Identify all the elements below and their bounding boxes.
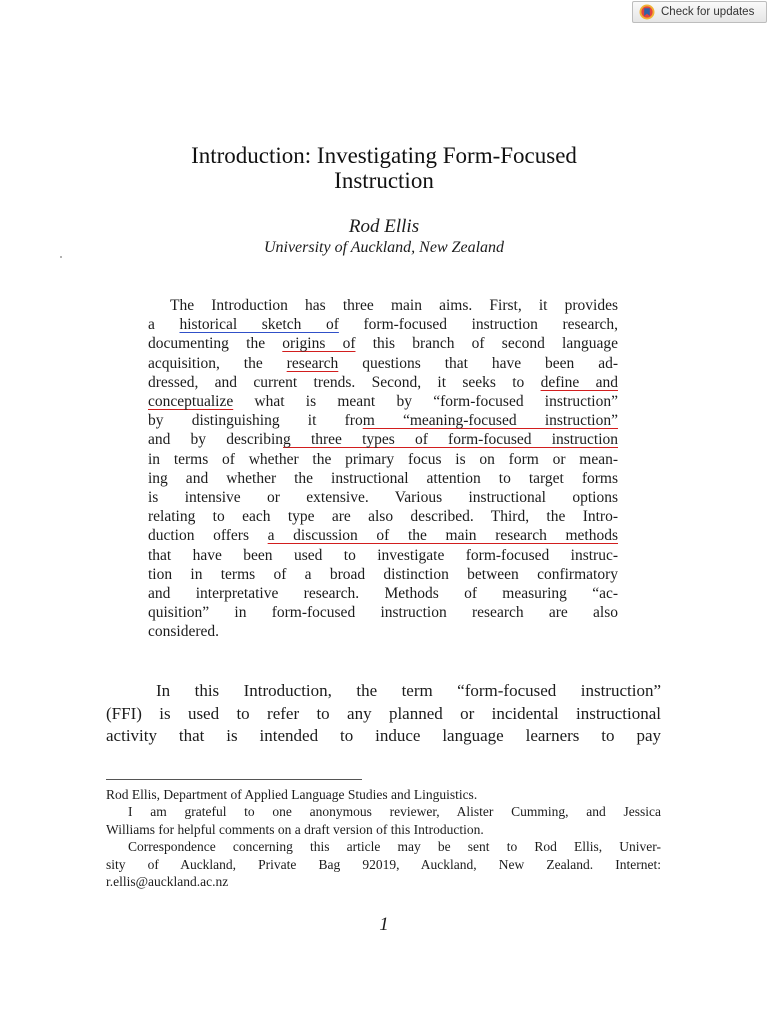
author-affiliation: University of Auckland, New Zealand xyxy=(263,239,505,256)
body-paragraph xyxy=(106,680,661,748)
abstract-line: The Introduction has three main aims. First, it provides xyxy=(170,297,618,314)
abstract-line: acquisition, the research questions that have been ad- xyxy=(148,354,619,372)
footnote-line: sity of Auckland, Private Bag 92019, Auckland, New Zealand. Internet: xyxy=(106,856,661,872)
footnote-line: Williams for helpful comments on a draft version of this Introduction. xyxy=(106,821,484,837)
abstract-line: by distinguishing it from “meaning-focused instruction” xyxy=(148,412,618,430)
underlined-phrase: m “meaning-focused instruction” xyxy=(362,412,618,430)
abstract-line: dressed, and current trends. Second, it seeks to define and xyxy=(148,373,618,391)
abstract-line: documenting the origins of this branch of second language xyxy=(148,335,619,353)
page-number: 1 xyxy=(379,914,389,935)
footnotes xyxy=(106,786,661,890)
body-line: In this Introduction, the term “form-focused instruction” xyxy=(156,681,661,700)
scan-speck xyxy=(60,256,62,258)
footnote-divider xyxy=(106,779,362,780)
abstract-line: tion in terms of a broad distinction between confirmatory xyxy=(148,565,618,583)
abstract-line: duction offers a discussion of the main research methods xyxy=(148,527,618,545)
abstract-line: relating to each type are also described. Third, the Intro- xyxy=(148,508,618,526)
abstract-line: in terms of whether the primary focus is on form or mean- xyxy=(148,450,618,468)
abstract-line: and interpretative research. Methods of measuring “ac- xyxy=(148,585,618,603)
body-line: (FFI) is used to refer to any planned or incidental instructional xyxy=(106,703,661,723)
article-title-line1: Introduction: Investigating Form-Focused xyxy=(191,143,577,168)
abstract-line: conceptualize what is meant by “form-focused instruction” xyxy=(148,393,618,411)
underlined-phrase: define and xyxy=(540,373,618,391)
underlined-phrase: historical sketch of xyxy=(179,316,339,334)
abstract-line: ing and whether the instructional attention to target forms xyxy=(148,469,618,487)
underlined-phrase: a discussion of the main research methods xyxy=(267,527,618,545)
footnote-line: r.ellis@auckland.ac.nz xyxy=(106,874,229,890)
underlined-phrase: research xyxy=(286,354,339,372)
abstract-line: that have been used to investigate form-focused instruc- xyxy=(148,546,618,564)
check-for-updates-button[interactable] xyxy=(632,1,767,23)
abstract-line: is intensive or extensive. Various instructional options xyxy=(148,489,618,507)
footnote-line: Correspondence concerning this article may be sent to Rod Ellis, Univer- xyxy=(128,839,661,855)
article-title-line2: Instruction xyxy=(334,168,434,193)
abstract-line: considered. xyxy=(148,623,220,641)
crossmark-icon xyxy=(639,4,655,20)
body-line: activity that is intended to induce language learners to pay xyxy=(106,726,661,745)
footnote-line: I am grateful to one anonymous reviewer, Alister Cumming, and Jessica xyxy=(128,804,661,820)
underlined-phrase: origins of xyxy=(282,335,356,353)
article-title xyxy=(0,143,768,193)
footnote-line: Rod Ellis, Department of Applied Language Studies and Linguistics. xyxy=(106,787,478,802)
underlined-phrase: conceptualize xyxy=(148,393,234,411)
abstract xyxy=(148,296,618,642)
abstract-line: quisition” in form-focused instruction research are also xyxy=(148,604,618,622)
abstract-line: and by describing three types of form-focused instruction xyxy=(148,431,618,449)
check-for-updates-label: Check for updates xyxy=(661,6,755,18)
abstract-line: a historical sketch of form-focused instruction research, xyxy=(148,316,618,334)
underlined-phrase: g three types of form-focused instruction xyxy=(283,431,618,449)
author-name: Rod Ellis xyxy=(348,216,420,237)
